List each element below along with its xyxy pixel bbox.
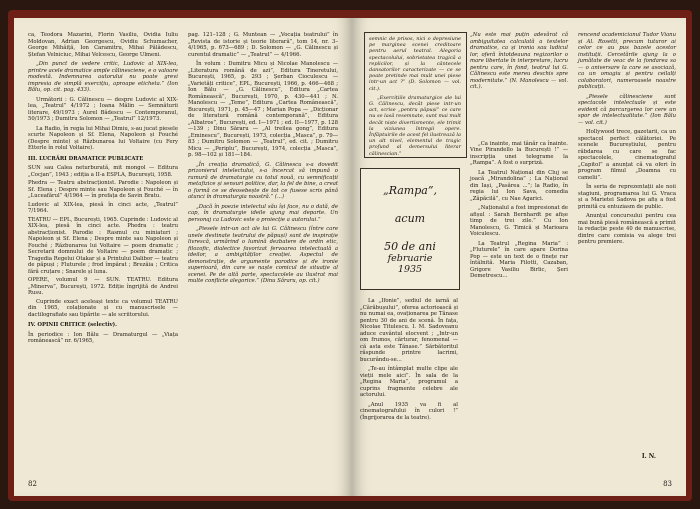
critic-quote: „În creația dramatică, G. Călinescu s-a dovedit prizonierul intelectului, s-a încercat să impună o ramură de dramaturgie cu totul nouă, cu semnificații metafizice și sensuri politice, dar, la fel de bine, a creat o formă ce se deosebește de tot ce fusese scris până atunci în dramaturgia noastră.” (...) — [188, 161, 338, 200]
radio-paragraph: La Radio, în regia lui Mihai Dimiu, s-au jucat piesele scurte Napoleon și Sf. Elena, Napoleon și Fouché (Despre minte) și Răzbunarea lui Voltaire (cu Fery Etterle în rolul Voltaire). — [28, 125, 178, 151]
section-heading-iv: IV. OPINII CRITICE (selectiv). — [28, 322, 118, 328]
critic-quote: „Exercițiile dramaturgice ale lui G. Călinescu, decât piese intr-un act, scrise „pentru păpuși” ce care nu se lasă resemnate, sunt mai mult decât niște divertismente, ele trimit la viziunea întregii opere. Înfăptuirile de acest fel ilustrează la un alt nivel, elementul de tragic profund al demersului literar călinescian.” — [369, 94, 461, 157]
critic-quote: semnic de prisos, nici o depresiune pe marginea scenei creditoare pentru aerul teatral. Alegoria spectacolului, sobrietatea tragică a replicilor, și la cântecele dansatorilor caracterizate — ce se poate pretinde mai mult unei piese intr-un act ?” (D. Solomon — vol. cit.). — [369, 36, 461, 92]
page-number-left: 82 — [28, 480, 37, 488]
rampa-title-box — [360, 168, 460, 290]
article-paragraph: Hollywood trece, gazetarii, ca un spectacol perfect călătoriei. Pe scenele Bucureștiului, pentru răbdarea cu care se fac spectacolele, cinematograful „Capitol” a anunțat că va oferi în program filmul „Doamna cu camelii”. — [578, 129, 676, 181]
book-spread — [8, 10, 692, 501]
right-column-1-top — [369, 36, 461, 160]
rampa-title-line: acum — [394, 212, 426, 225]
list-item: TEATRU — EPL, București, 1965. Cuprinde : Ludovic al XIX-lea, piesă în cinci acte. Phedra : teatru abstracționist. Parodie : Rasmul cu miniaturi ; Napoleon și Sf. Elena ; Despre minte sau Napoleon și Fouché ; Răzbunarea lui Voltaire — poem dramatic ; Secretarii domnului de Voltaire — poem dramatic ; Tragedia Regelui Otakar și a Printului Dalibor — teatru de păpuși ; Fluturele ; frod împărat ; Brezăia ; Critica fără cruțare ; Snarele și luna. — [28, 216, 178, 275]
article-paragraph: „Te-au întâmplat multe clipe ale vieții mele aici”. În sala de la „Regina Maria”, programul a cuprins fragmente celebre ale actorului. — [360, 366, 458, 398]
list-item: Phedra — Teatru abstracționist. Parodie : Napoleon și Sf. Elena ; Despre minte sau Napoleon și Fouché — în „Luceafărul” 4/1964 — în prefața de Savin Bratu. — [28, 180, 178, 199]
article-paragraph: La Teatrul Național din Cluj se joacă „Mirandolina” ; La Național din Iași, „Pasărea ...”; la Radio, în regia lui Ion Sava, comedia „Zăpăcilă”, cu Nae Agarici. — [470, 169, 568, 202]
left-column-2 — [188, 32, 338, 288]
critic-quote: „Dacă în poezie intelectul său își face, nu o dată, de cap, în dramaturgie ideile ajung mai departe. Un personaj ca Ludovic este o proiecție a autorului.” — [188, 203, 338, 223]
volume-list-paragraph: În volum : Dumitru Micu și Nicolae Manolescu — „Literatura română de azi”, Editura Tineretului, București, 1965, p. 293 ; Șerban Cioculescu — „Varietăți critice”, EPL, București, 1966, p. 466—468 ; Ion Bălu — „G. Călinescu”, Editura „Cartea Românească”, București, 1970, p. 430—441 ; N. Manolescu — „Teme”, Editura „Cartea Românească”, București, 1971, p. 45—47 ; Marian Popa — „Dicționar de literatură română contemporană”, Editura „Albatros”, București, ed. I—1971 ; ed. II—1977, p. 128—139 ; Dinu Săraru — „Al treilea gong”, Editura „Eminescu”, București, 1973, colecția „Masca”, p. 79—83 ; Dumitru Solomon — „Teatrul”, ed. cit. ; Dumitru Micu — „Periplu”, București, 1974, colecția „Masca”, p. 98—102 și 181—184. — [188, 61, 338, 158]
list-item: OPERE, volumul 9 — SUN. TEATRU. Editura „Minerva”, București, 1972. Ediție îngrijită de Andrei Rusu. — [28, 277, 178, 296]
cast-paragraph: ca, Teodora Mazarini, Florin Vasiliu, Ovidia Iuliu Moldovan, Adrian Georgescu, Ovidiu Schumacher, George Mihăiță, Ion Caramitru, Mihai Pălădescu, Ștefan Velniciuc, Mihai Velcescu, George Ulmeni. — [28, 32, 178, 58]
rampa-title-line: 50 de ani — [384, 240, 436, 253]
article-paragraph: La „Ifonie”, sediul de iarnă al „Cărăbușului”, oferea actorioască și nu numai ea, ovaționarea pe Tănase pentru 30 de ani de scenă. În fața, Nicolae Titulescu. I. M. Sadoveanu aduce cuvântul elocvent ; „Intr-un om frumos, cărturar, fenomenal — că asta este Tănase.” Sărbătoritul răspunde printre lacrimi, bucurându-se... — [360, 298, 458, 363]
critic-quote: „Nu este mai puțin adevărat că ambiguitatea calculată a textelor dramatice, ca și ironia sau ludicul lor, oferă întotdeauna regizorilor o mare libertate în interpretare, lucru pentru care, în fond, teatrul lui G. Călinescu este mereu deschis spre modernitate.” (N. Manolescu — vol. cit.). — [470, 32, 568, 90]
rampa-title-line: 1935 — [397, 264, 423, 275]
critic-quote: „Piesele intr-un act ale lui G. Călinescu (între care unele destinate teatrului de păpuși) sunt de inspirație livrescă, urmărind o lumină dezbatere de ordin etic, filozofic, dialectice favorizat fervoarea intelectuală a ideilor, a ambigităților creației. Aspectul de demonstrație, de argumente parodice și de ironie superioară, din care se naște comicul de situație al scenei. Pe de altă parte, spectacolele au ilustrat mai multe conflicte alegorice.” (Dinu Săraru, op. cit.) — [188, 226, 338, 284]
critic-quote: „Din punct de vedere critic, Ludovic al XIX-lea, printre acele dramatice ample călinesciene, e o valoare modestă. Indemnarea autorului nu poate grevi impresia de simplă exercițiu, aproape eticheta.” (Ion Bălu, op. cit. pag. 433). — [28, 61, 178, 93]
critic-quote: „Piesele călinesciene sunt spectacole intelectuale și este evident că parcurgerea lor cere un spor de intelectualitate.” (Ion Bălu — vol. cit.) — [578, 93, 676, 126]
article-paragraph: „Naționalul a fost impresionat de afișul : Sarah Bernhardt pe afișe timp de trei zile.” Cu Ion Manolescu, G. Timică și Marioara Voiculescu. — [470, 205, 568, 237]
section-heading-iii: III. LUCRĂRI DRAMATICE PUBLICATE — [28, 155, 144, 162]
page-number-right: 83 — [663, 480, 672, 488]
left-column-1 — [28, 32, 178, 348]
article-paragraph: „Ca inainte, mai tânăr ca înainte. Vine Pirandello la București !” — inscripția unei telegrame la „Rampa”. A fost o surpriză. — [470, 140, 568, 166]
right-column-3 — [578, 32, 676, 249]
right-page — [352, 18, 686, 496]
author-signature: I. N. — [641, 453, 656, 460]
right-column-2 — [470, 32, 568, 283]
list-item: Ludovic al XIX-lea, piesă în cinci acte, „Teatrul” 7/1964. — [28, 201, 178, 214]
bibliography-paragraph: pag. 121–128 ; G. Muntean — „Vocația teatrului” în „Revista de istorie și teorie literară”, tom 14, nr. 3–4/1965, p. 673—689 ; D. Solomon — „G. Călinescu și curentul dramatic” — „Teatrul” — 4/1966. — [188, 32, 338, 58]
article-paragraph: În seria de reprezentații ale noii stagiuni, programarea lui G. Vraca și a Marietei Sadova pe afiș a fost primită cu entuziasm de public. — [578, 184, 676, 210]
right-column-1-bottom — [360, 298, 458, 424]
reviews-paragraph: Următorii : G. Călinescu — despre Ludovic al XIX-lea, „Teatrul” 4/1972 ; Ioana Mălin — Semnăturii literare, 49/1973 ; Aurel Bădescu — Contemporanul, 50/1973 ; Dumitru Solomon — „Teatrul” 12/1973. — [28, 96, 178, 122]
article-paragraph: rencend academicianul Tudor Vianu și Al. Rosetti, precum tuturor ai celor ce au pus bazele acestor instituții. Cercetările ajung la o jumătate de veac de la fondarea sa — o aniversare la care se asociază, ca un omagiu și pentru ceilalți colaboratori, numeroasele noastre publicații. — [578, 32, 676, 90]
list-item: Cuprinde exact aceleași texte ca volumul TEATRU din 1965, colaționate și cu manuscrisele — dactilografiate sau tipărite — ale scriitorului. — [28, 298, 178, 318]
article-paragraph: La Teatrul „Regina Maria” : „Fluturele” în care apare Dorina Pop — este un text de o finețe rar întâlnită. Maria Filotti, Cazaban, Grigore Vasiliu Birlic, Șeri Demetrescu... — [470, 240, 568, 279]
periodice-paragraph: În periodice : Ion Bălu — Dramaturgul — „Viața românească” nr. 6/1965, — [28, 331, 178, 344]
article-paragraph: „Anul 1935 va fi al cinematografului în culori !” (Îngrijorarea de la teatre). — [360, 401, 458, 421]
article-paragraph: Anunțul concursului pentru cea mai bună piesă românească a primit la redacție peste 40 de manuscrise, dintre care comisia va alege trei pentru premiere. — [578, 213, 676, 245]
rampa-title-line: „Rampa”, — [383, 184, 437, 197]
rampa-title-line: februarie — [387, 253, 433, 264]
list-item: SUN sau Calea neturburată, mit mongol — Editura „Cocjan”, 1943 ; ediția a II-a ESPLA, București, 1958. — [28, 165, 178, 178]
left-page — [14, 18, 353, 496]
